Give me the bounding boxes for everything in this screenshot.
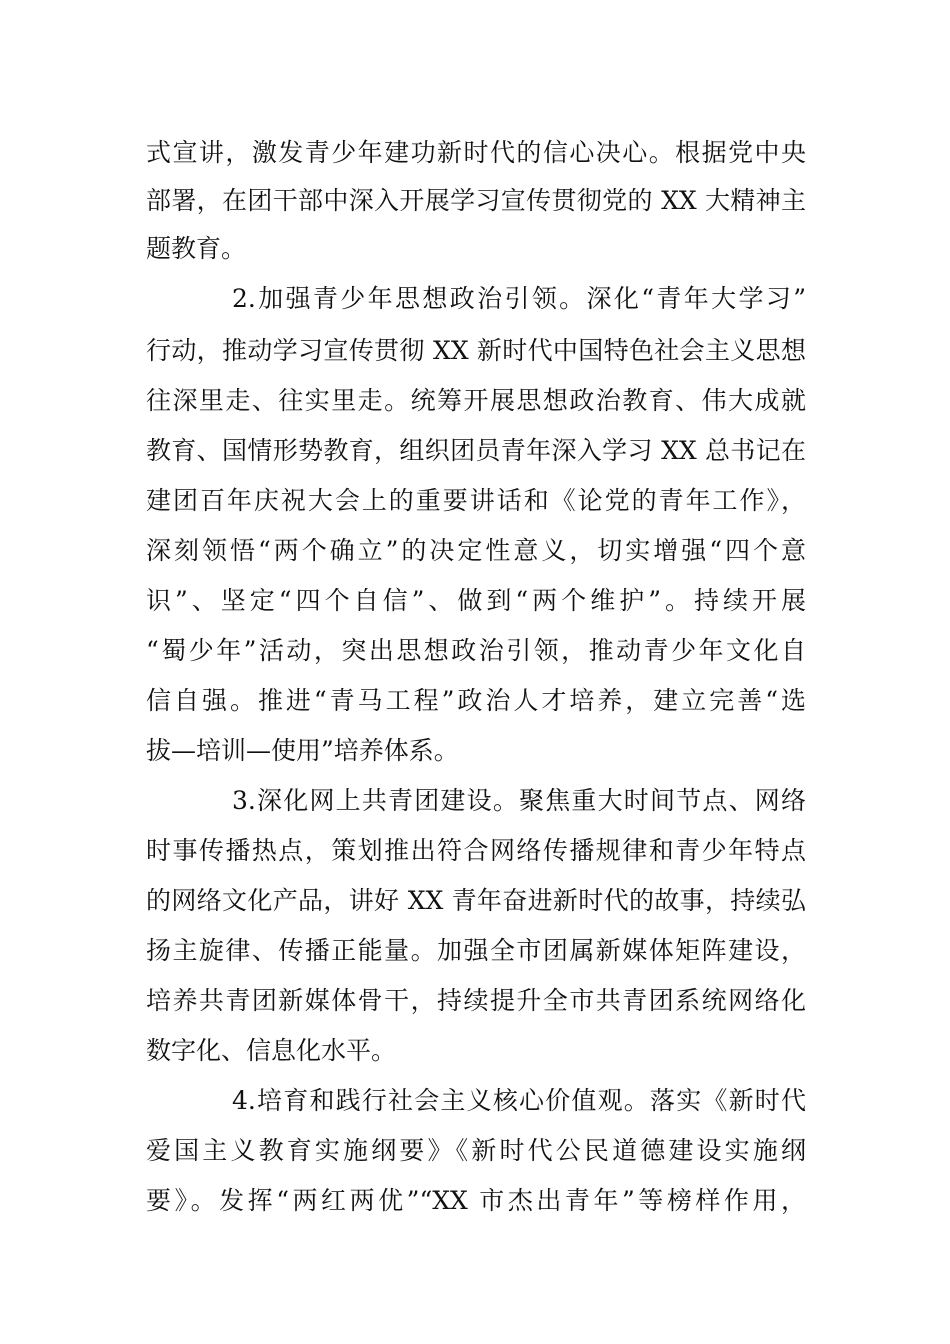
paragraph-3-line-2: 时事传播热点，策划推出符合网络传播规律和青少年特点: [146, 836, 806, 865]
paragraph-1-line-1: 式宣讲，激发青少年建功新时代的信心决心。根据党中央: [146, 138, 806, 167]
paragraph-3-line-4: 扬主旋律、传播正能量。加强全市团属新媒体矩阵建设，: [146, 936, 806, 965]
paragraph-1-line-3: 题教育。: [146, 234, 247, 263]
paragraph-2-heading-line: 2.加强青少年思想政治引领。深化“青年大学习”: [232, 284, 806, 313]
paragraph-4-line-2: 爱国主义教育实施纲要》《新时代公民道德建设实施纲: [146, 1136, 806, 1165]
paragraph-3-line-6: 数字化、信息化水平。: [146, 1036, 397, 1065]
paragraph-3-line-3: 的网络文化产品，讲好 XX 青年奋进新时代的故事，持续弘: [146, 886, 806, 915]
paragraph-2-line-9: 信自强。推进“青马工程”政治人才培养，建立完善“选: [146, 686, 806, 715]
paragraph-2-line-6: 深刻领悟“两个确立”的决定性意义，切实增强“四个意: [146, 536, 806, 565]
paragraph-2-line-3: 往深里走、往实里走。统筹开展思想政治教育、伟大成就: [146, 386, 806, 415]
paragraph-2-line-2: 行动，推动学习宣传贯彻 XX 新时代中国特色社会主义思想: [146, 336, 806, 365]
paragraph-2-line-7: 识”、坚定“四个自信”、做到“两个维护”。持续开展: [146, 586, 806, 615]
paragraph-2-line-4: 教育、国情形势教育，组织团员青年深入学习 XX 总书记在: [146, 436, 806, 465]
paragraph-3-line-5: 培养共青团新媒体骨干，持续提升全市共青团系统网络化: [146, 986, 806, 1015]
paragraph-1-line-2: 部署，在团干部中深入开展学习宣传贯彻党的 XX 大精神主: [146, 186, 806, 215]
paragraph-4-heading-line: 4.培育和践行社会主义核心价值观。落实《新时代: [232, 1086, 806, 1115]
paragraph-3-heading-line: 3.深化网上共青团建设。聚焦重大时间节点、网络: [232, 786, 806, 815]
paragraph-2-line-5: 建团百年庆祝大会上的重要讲话和《论党的青年工作》，: [146, 486, 806, 515]
paragraph-4-line-3: 要》。发挥“两红两优”“XX 市杰出青年”等榜样作用，: [146, 1186, 806, 1215]
paragraph-2-line-8: “蜀少年”活动，突出思想政治引领，推动青少年文化自: [146, 636, 806, 665]
paragraph-2-line-10: 拔—培训—使用”培养体系。: [146, 736, 459, 765]
